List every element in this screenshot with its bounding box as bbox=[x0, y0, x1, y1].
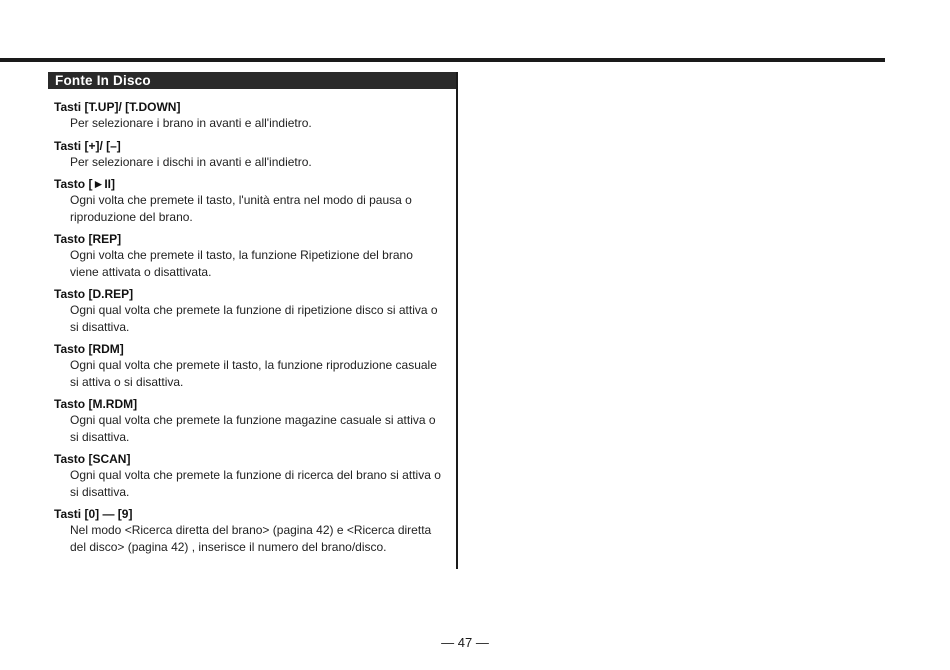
entry-tasto-rep bbox=[54, 231, 444, 280]
entry-tasto-scan bbox=[54, 451, 444, 500]
entry-title: Tasti [0] — [9] bbox=[54, 507, 133, 521]
entry-description: Ogni qual volta che premete il tasto, la funzione riproduzione casuale si attiva o si disattiva. bbox=[70, 358, 437, 389]
entry-title: Tasti [+]/ [–] bbox=[54, 138, 121, 153]
entry-description: Per selezionare i dischi in avanti e all'indietro. bbox=[70, 154, 312, 169]
entry-description: Ogni volta che premete il tasto, l'unità entra nel modo di pausa o riproduzione del brano. bbox=[70, 193, 412, 224]
entry-title: Tasto [D.REP] bbox=[54, 287, 134, 301]
page-number: — 47 — bbox=[441, 635, 489, 650]
entry-tasto-d-rep bbox=[54, 286, 444, 335]
entry-tasto-play-pause bbox=[54, 176, 444, 225]
entry-title: Tasto [RDM] bbox=[54, 342, 124, 356]
content-column bbox=[48, 72, 458, 569]
entry-tasti-plus-minus bbox=[54, 138, 444, 171]
entry-description: Ogni qual volta che premete la funzione di ricerca del brano si attiva o si disattiva. bbox=[70, 468, 441, 499]
entry-tasti-0-9 bbox=[54, 506, 444, 555]
entry-title: Tasti [T.UP]/ [T.DOWN] bbox=[54, 100, 181, 114]
section-header: Fonte In Disco bbox=[48, 72, 456, 89]
entries-list bbox=[48, 89, 456, 555]
entry-tasto-rdm bbox=[54, 341, 444, 390]
entry-tasti-t-up-t-down bbox=[54, 99, 444, 132]
entry-description: Per selezionare i brano in avanti e all'indietro. bbox=[70, 116, 312, 130]
entry-title: Tasto [SCAN] bbox=[54, 452, 131, 466]
entry-title: Tasto [M.RDM] bbox=[54, 397, 138, 411]
top-rule bbox=[0, 58, 885, 62]
entry-title: Tasto [►II] bbox=[54, 177, 115, 191]
entry-description: Ogni volta che premete il tasto, la funzione Ripetizione del brano viene attivata o disattivata. bbox=[70, 248, 413, 279]
entry-description: Nel modo <Ricerca diretta del brano> (pagina 42) e <Ricerca diretta del disco> (pagina 42) , inserisce il numero del brano/disco. bbox=[70, 523, 432, 554]
entry-title: Tasto [REP] bbox=[54, 232, 122, 246]
entry-tasto-m-rdm bbox=[54, 396, 444, 445]
entry-description: Ogni qual volta che premete la funzione magazine casuale si attiva o si disattiva. bbox=[70, 413, 436, 444]
entry-description: Ogni qual volta che premete la funzione di ripetizione disco si attiva o si disattiva. bbox=[70, 303, 438, 334]
